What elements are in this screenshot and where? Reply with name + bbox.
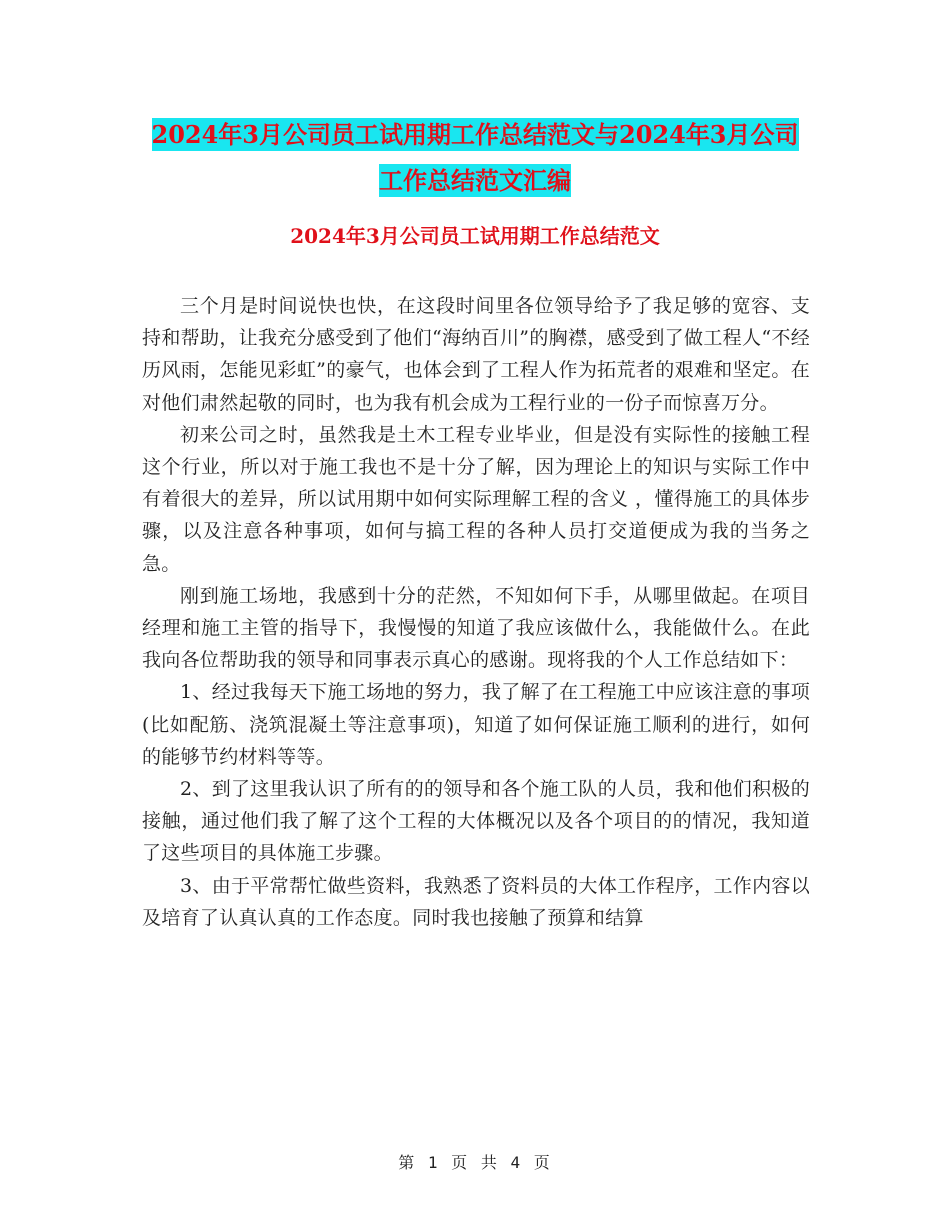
paragraph: 2、到了这里我认识了所有的的领导和各个施工队的人员，我和他们积极的接触，通过他们我了解了这个工程的大体概况以及各个项目的的情况，我知道了这些项目的具体施工步骤。 [142,778,810,865]
title-highlight: 2024年3月公司员工试用期工作总结范文与2024年3月公司工作总结范文汇编 [151,120,799,195]
document-body [142,290,810,934]
paragraph: 刚到施工场地，我感到十分的茫然，不知如何下手，从哪里做起。在项目经理和施工主管的指导下，我慢慢的知道了我应该做什么，我能做什么。在此我向各位帮助我的领导和同事表示真心的感谢。现将我的个人工作总结如下： [142,584,810,672]
paragraph: 3、由于平常帮忙做些资料，我熟悉了资料员的大体工作程序，工作内容以及培育了认真认真的工作态度。同时我也接触了预算和结算 [142,874,810,929]
page-number-footer: 第 1 页 共 4 页 [398,1153,552,1172]
section-title: 2024年3月公司员工试用期工作总结范文 [290,224,660,248]
document-title [140,112,810,204]
paragraph: 三个月是时间说快也快，在这段时间里各位领导给予了我足够的宽容、支持和帮助，让我充分感受到了他们“海纳百川”的胸襟，感受到了做工程人“不经历风雨，怎能见彩虹”的豪气，也体会到了工程人作为拓荒者的艰难和坚定。在对他们肃然起敬的同时，也为我有机会成为工程行业的一份子而惊喜万分。 [142,295,810,414]
paragraph: 初来公司之时，虽然我是土木工程专业毕业，但是没有实际性的接触工程这个行业，所以对于施工我也不是十分了解，因为理论上的知识与实际工作中有着很大的差异，所以试用期中如何实际理解工程的含义 ，懂得施工的具体步骤，以及注意各种事项，如何与搞工程的各种人员打交道便成为我的当务之急。 [142,423,810,575]
paragraph: 1、经过我每天下施工场地的努力，我了解了在工程施工中应该注意的事项(比如配筋、浇筑混凝土等注意事项)，知道了如何保证施工顺利的进行，如何的能够节约材料等等。 [142,681,810,768]
